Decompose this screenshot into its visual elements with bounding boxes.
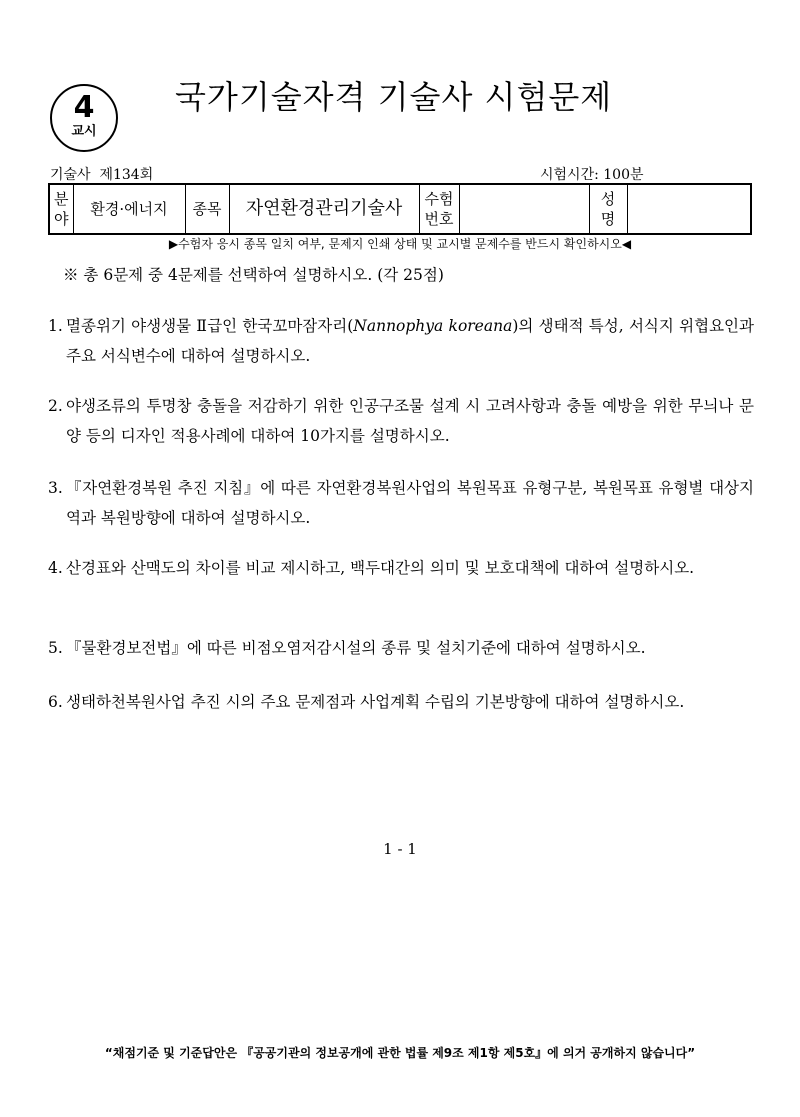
- question-number: 4.: [48, 559, 63, 577]
- session-number: 4: [73, 90, 95, 125]
- question-1: [48, 311, 754, 371]
- page-title: 국가기술자격 기술사 시험문제: [175, 78, 613, 116]
- question-text: 『물환경보전법』에 따른 비점오염저감시설의 종류 및 설치기준에 대하여 설명하시오.: [66, 639, 646, 657]
- species-name: Nannophya koreana: [353, 317, 513, 335]
- question-text: 야생조류의 투명창 충돌을 저감하기 위한 인공구조물 설계 시 고려사항과 충돌 예방을 위한 무늬나 문양 등의 디자인 적용사례에 대하여 10가지를 설명하시오.: [66, 397, 754, 445]
- question-number: 2.: [48, 397, 63, 415]
- notice-text: ▶수험자 응시 종목 일치 여부, 문제지 인쇄 상태 및 교시별 문제수를 반드시 확인하시오◀: [168, 237, 632, 251]
- item-value: 자연환경관리기술사: [229, 184, 419, 234]
- question-text: 『자연환경복원 추진 지침』에 따른 자연환경복원사업의 복원목표 유형구분, 복원목표 유형별 대상지역과 복원방향에 대하여 설명하시오.: [66, 479, 754, 527]
- exam-number-label: 수험 번호: [419, 184, 459, 234]
- instruction-text: ※ 총 6문제 중 4문제를 선택하여 설명하시오. (각 25점): [63, 266, 444, 284]
- question-number: 5.: [48, 639, 63, 657]
- exam-number-field[interactable]: [459, 184, 589, 234]
- exam-info-table: [48, 183, 752, 235]
- question-3: [48, 473, 754, 533]
- question-5: [48, 633, 754, 663]
- question-number: 3.: [48, 479, 63, 497]
- session-label: 교시: [71, 124, 97, 139]
- question-text: [66, 311, 754, 371]
- field-value: 환경·에너지: [73, 184, 185, 234]
- question-text: 생태하천복원사업 추진 시의 주요 문제점과 사업계획 수립의 기본방향에 대하여 설명하시오.: [66, 693, 685, 711]
- exam-duration: 시험시간: 100분: [540, 167, 644, 183]
- question-6: [48, 687, 754, 717]
- session-badge: [50, 84, 118, 152]
- field-label: 분 야: [49, 184, 73, 234]
- question-text-part: 멸종위기 야생생물 Ⅱ급인 한국꼬마잠자리(: [66, 317, 354, 335]
- item-label: 종목: [185, 184, 229, 234]
- name-label: 성 명: [589, 184, 627, 234]
- name-field[interactable]: [627, 184, 751, 234]
- page-number: 1 - 1: [383, 840, 417, 858]
- question-2: [48, 391, 754, 451]
- footer-disclaimer: “채점기준 및 기준답안은 『공공기관의 정보공개에 관한 법률 제9조 제1항 제5호』에 의거 공개하지 않습니다”: [104, 1046, 696, 1060]
- question-text: 산경표와 산맥도의 차이를 비교 제시하고, 백두대간의 의미 및 보호대책에 대하여 설명하시오.: [66, 559, 695, 577]
- question-number: 1.: [48, 317, 63, 335]
- question-text-part: )의 생태적 특성, 서식지 위협요인과 주요 서식변수에 대하여 설명하시오.: [66, 317, 755, 365]
- question-4: [48, 553, 754, 583]
- exam-round: 기술사 제134회: [50, 167, 154, 183]
- question-number: 6.: [48, 693, 63, 711]
